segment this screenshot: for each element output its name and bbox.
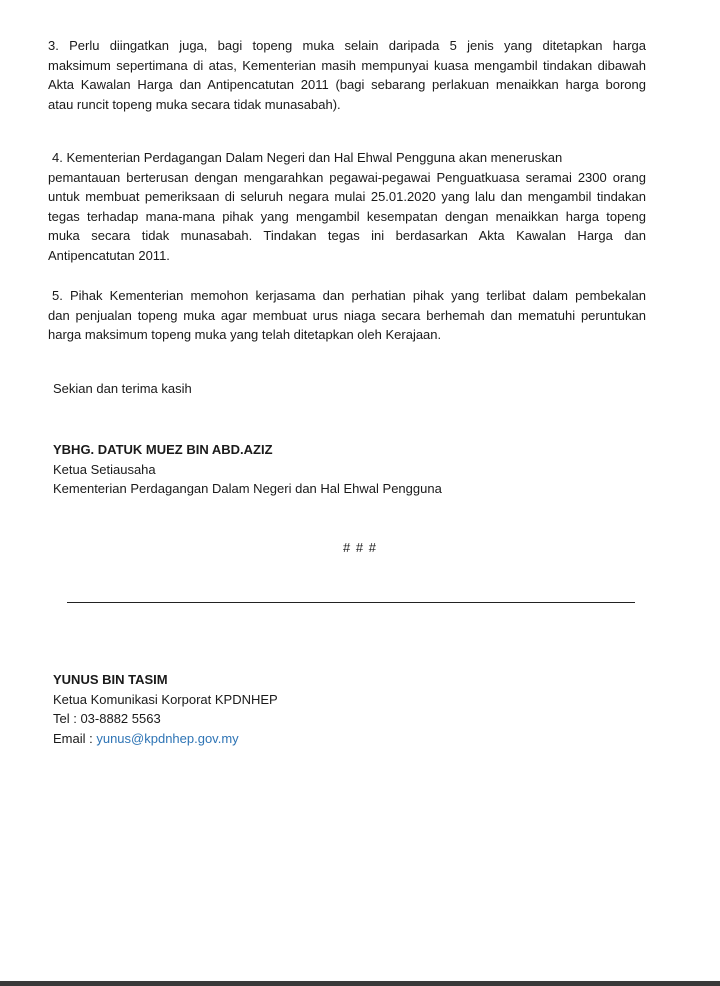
contact-name: YUNUS BIN TASIM [53, 672, 168, 687]
paragraph-5-line-2: dan penjualan topeng muka agar membuat urus niaga secara berhemah dan mematuhi peruntukan [48, 307, 646, 323]
signatory-ministry: Kementerian Perdagangan Dalam Negeri dan Hal Ehwal Pengguna [53, 481, 442, 497]
signatory-name: YBHG. DATUK MUEZ BIN ABD.AZIZ [53, 442, 273, 457]
bottom-edge-bar [0, 981, 720, 986]
paragraph-5-line-1: 5. Pihak Kementerian memohon kerjasama dan perhatian pihak yang terlibat dalam pembekalan [52, 288, 646, 303]
paragraph-3-line-1: 3. Perlu diingatkan juga, bagi topeng muka selain daripada 5 jenis yang ditetapkan harga [48, 38, 646, 53]
paragraph-4 [48, 148, 646, 266]
paragraph-3-line-4: atau runcit topeng muka secara tidak munasabah). [48, 96, 341, 112]
signatory-title: Ketua Setiausaha [53, 461, 156, 477]
paragraph-4-line-4: tegas terhadap mana-mana pihak yang mengambil kesempatan dengan menaikkan harga topeng [48, 208, 646, 224]
closing-text: Sekian dan terima kasih [53, 381, 192, 396]
contact-title: Ketua Komunikasi Korporat KPDNHEP [53, 691, 278, 707]
paragraph-4-line-6: Antipencatutan 2011. [48, 247, 170, 263]
contact-email-row [53, 729, 278, 749]
paragraph-5 [48, 286, 646, 345]
contact-email-link[interactable]: yunus@kpdnhep.gov.my [96, 730, 239, 746]
paragraph-4-line-3: untuk membuat pemeriksaan di seluruh negara mulai 25.01.2020 yang lalu dan mengambil tindakan [48, 189, 646, 205]
paragraph-3-line-3: Akta Kawalan Harga dan Antipencatutan 2011 (bagi sebarang perlakuan menaikkan harga borong [48, 77, 646, 93]
paragraph-4-line-5: muka secara tidak munasabah. Tindakan tegas ini berdasarkan Akta Kawalan Harga dan [48, 228, 646, 244]
paragraph-3-line-2: maksimum sepertimana di atas, Kementerian masih mempunyai kuasa mengambil tindakan dibawah [48, 57, 646, 73]
paragraph-4-line-1: 4. Kementerian Perdagangan Dalam Negeri dan Hal Ehwal Pengguna akan meneruskan [52, 150, 563, 165]
contact-email-label: Email : [53, 730, 97, 746]
paragraph-4-line-2: pemantauan berterusan dengan mengarahkan pegawai-pegawai Penguatkuasa seramai 2300 orang [48, 169, 646, 185]
contact-block [53, 670, 278, 748]
end-marker: # # # [343, 540, 377, 555]
horizontal-divider [67, 602, 635, 603]
paragraph-5-line-3: harga maksimum topeng muka yang telah ditetapkan oleh Kerajaan. [48, 327, 442, 343]
paragraph-3 [48, 36, 646, 114]
contact-tel: Tel : 03-8882 5563 [53, 711, 161, 727]
signature-block [53, 440, 442, 499]
